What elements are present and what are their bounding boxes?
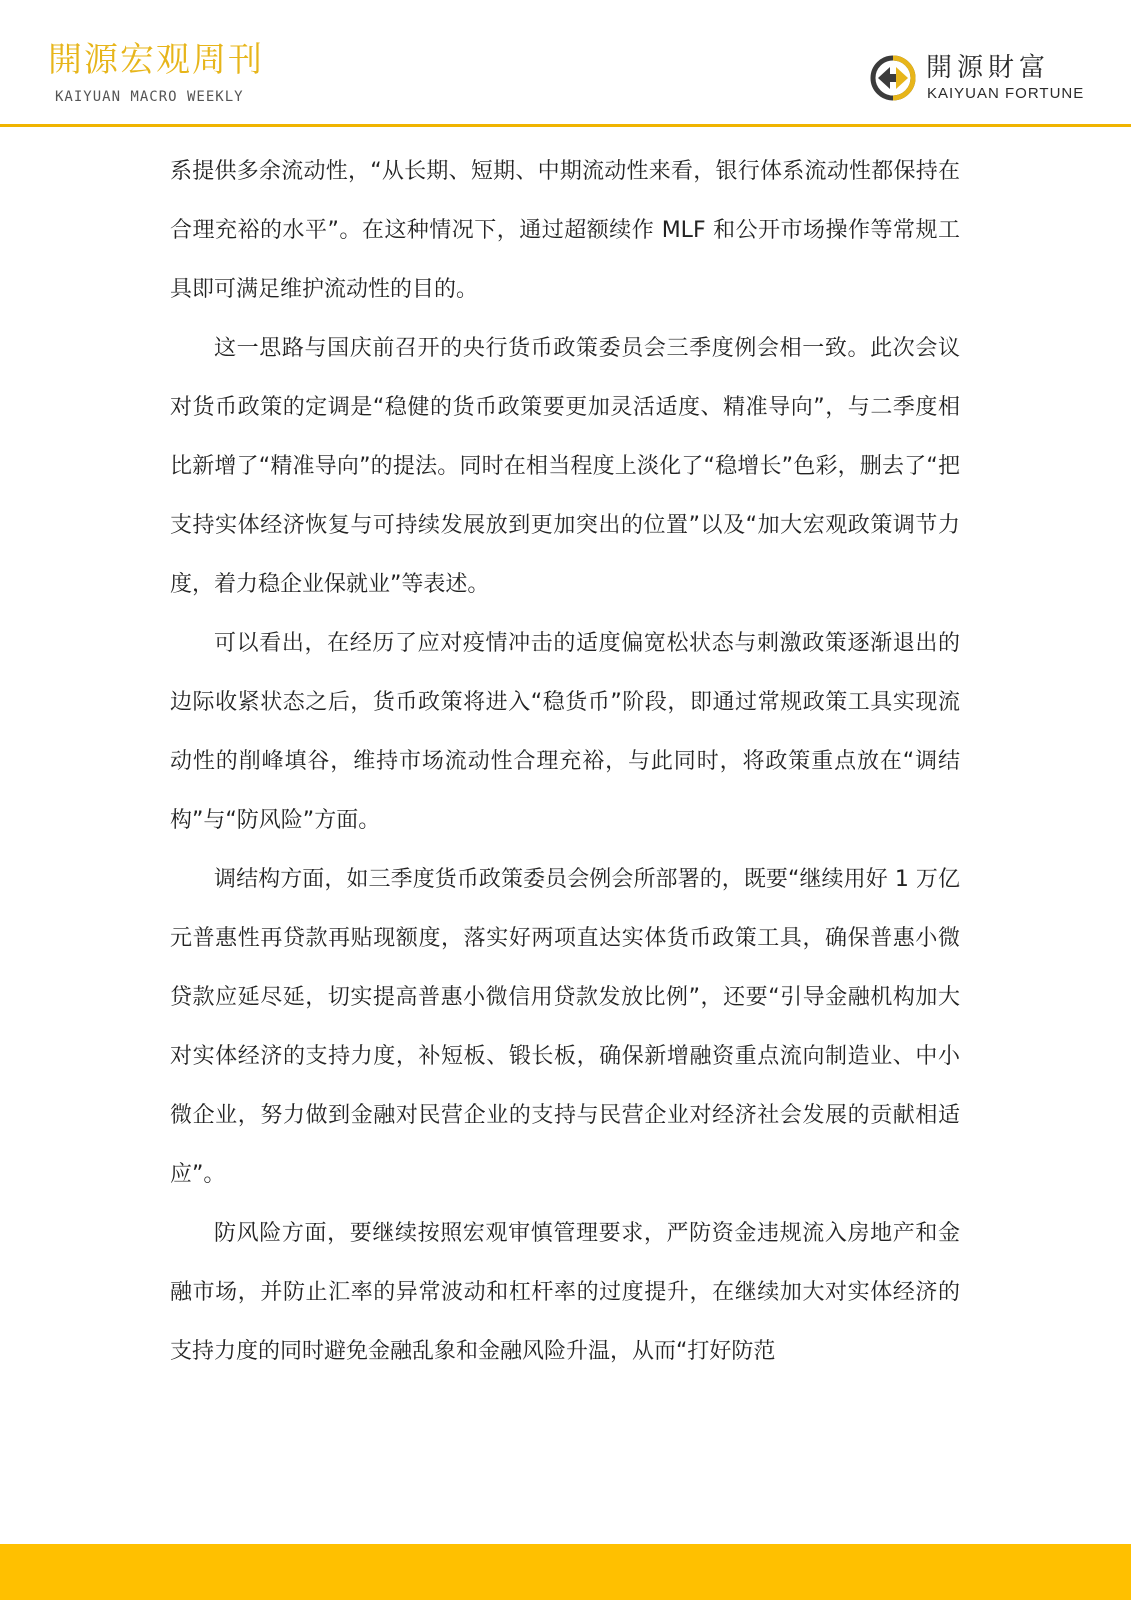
paragraph: 调结构方面，如三季度货币政策委员会例会所部署的，既要“继续用好 1 万亿元普惠性再贷款再贴现额度，落实好两项直达实体货币政策工具，确保普惠小微贷款应延尽延，切实提高普惠小微信用贷款发放比例”，还要“引导金融机构加大对实体经济的支持力度，补短板、锻长板，确保新增融资重点流向制造业、中小微企业，努力做到金融对民营企业的支持与民营企业对经济社会发展的贡献相适应”。 xyxy=(170,867,960,1187)
footer-band xyxy=(0,1544,1131,1600)
article-body xyxy=(170,142,960,1381)
paragraph: 系提供多余流动性，“从长期、短期、中期流动性来看，银行体系流动性都保持在合理充裕的水平”。在这种情况下，通过超额续作 MLF 和公开市场操作等常规工具即可满足维护流动性的目的。 xyxy=(170,159,960,302)
logo-name-en: KAIYUAN FORTUNE xyxy=(927,85,1085,102)
paragraph: 防风险方面，要继续按照宏观审慎管理要求，严防资金违规流入房地产和金融市场，并防止汇率的异常波动和杠杆率的过度提升，在继续加大对实体经济的支持力度的同时避免金融乱象和金融风险升温，从而“打好防范 xyxy=(170,1221,960,1364)
kaiyuan-fortune-logo xyxy=(868,49,1098,107)
paragraph: 这一思路与国庆前召开的央行货币政策委员会三季度例会相一致。此次会议对货币政策的定调是“稳健的货币政策要更加灵活适度、精准导向”，与二季度相比新增了“精准导向”的提法。同时在相当程度上淡化了“稳增长”色彩，删去了“把支持实体经济恢复与可持续发展放到更加突出的位置”以及“加大宏观政策调节力度，着力稳企业保就业”等表述。 xyxy=(170,336,960,597)
kaiyuan-logo-icon xyxy=(868,53,918,103)
page-header xyxy=(0,0,1131,128)
publication-title: 開源宏观周刊 xyxy=(48,40,264,80)
publication-subtitle: KAIYUAN MACRO WEEKLY xyxy=(55,89,244,105)
header-divider xyxy=(0,124,1131,127)
logo-name-cn: 開源財富 xyxy=(926,53,1051,83)
paragraph: 可以看出，在经历了应对疫情冲击的适度偏宽松状态与刺激政策逐渐退出的边际收紧状态之后，货币政策将进入“稳货币”阶段，即通过常规政策工具实现流动性的削峰填谷，维持市场流动性合理充裕，与此同时，将政策重点放在“调结构”与“防风险”方面。 xyxy=(170,631,960,833)
